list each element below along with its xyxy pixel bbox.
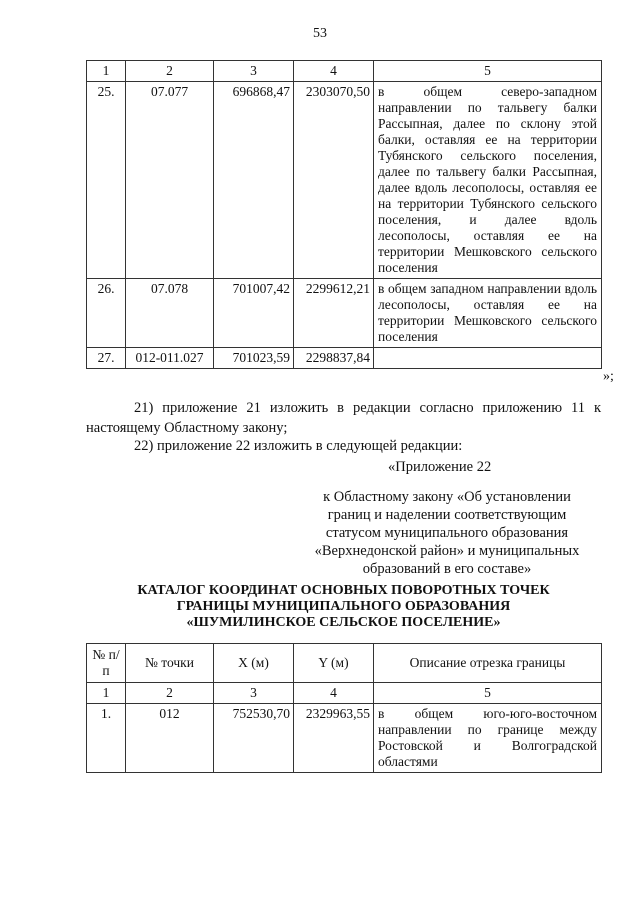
appendix-heading-block [308,458,586,578]
y-coordinate: 2299612,21 [294,279,374,348]
segment-description: в общем северо-западном направлении по тальвегу балки Рассыпная, далее по склону этой балки, оставляя ее на территории Тубянского сельского поселения, далее по тальвегу балки Рассыпная, далее вдоль лесополосы, оставляя ее на территории Тубянского сельского поселения, и далее вдоль лесополосы, оставляя ее на территории Мешковского сельского поселения [374,82,602,279]
column-number-cell: 2 [126,61,214,82]
table-row [87,82,602,279]
column-number-cell: 5 [374,683,602,704]
column-number-cell: 5 [374,61,602,82]
column-number-cell: 1 [87,683,126,704]
header-row [87,644,602,683]
appendix-line: к Областному закону «Об установлении [323,489,571,505]
row-number: 26. [87,279,126,348]
catalog-title-line: КАТАЛОГ КООРДИНАТ ОСНОВНЫХ ПОВОРОТНЫХ ТОЧЕК [137,583,550,598]
header-cell-point: № точки [126,644,214,683]
appendix-line: статусом муниципального образования [325,525,569,541]
column-number-cell: 1 [87,61,126,82]
point-number: 012 [126,704,214,773]
appendix-line: образований в его составе» [362,561,532,577]
row-number: 25. [87,82,126,279]
segment-description [374,348,602,369]
appendix-line: границ и наделении соответствующим [327,507,567,523]
x-coordinate: 696868,47 [214,82,294,279]
point-number: 07.078 [126,279,214,348]
table-row [87,704,602,773]
x-coordinate: 701023,59 [214,348,294,369]
header-cell-x: X (м) [214,644,294,683]
header-cell-y: Y (м) [294,644,374,683]
point-number: 012-011.027 [126,348,214,369]
header-cell-description: Описание отрезка границы [374,644,602,683]
paragraph-22: 22) приложение 22 изложить в следующей редакции: [134,438,463,454]
column-number-cell: 2 [126,683,214,704]
header-cell-row-number: № п/п [87,644,126,683]
table-row [87,348,602,369]
point-number: 07.077 [126,82,214,279]
x-coordinate: 752530,70 [214,704,294,773]
segment-description: в общем юго-юго-восточном направлении по границе между Ростовской и Волгоградской областями [374,704,602,773]
paragraph-21: 21) приложение 21 изложить в редакции согласно приложению 11 к настоящему Областному закону; [86,400,601,436]
catalog-title [86,583,601,631]
column-number-row [87,683,602,704]
column-number-cell: 4 [294,61,374,82]
x-coordinate: 701007,42 [214,279,294,348]
coordinates-table-continued [86,60,602,369]
column-number-cell: 3 [214,683,294,704]
catalog-title-line: «ШУМИЛИНСКОЕ СЕЛЬСКОЕ ПОСЕЛЕНИЕ» [186,615,501,630]
row-number: 1. [87,704,126,773]
segment-description: в общем западном направлении вдоль лесополосы, оставляя ее на территории Мешковского сельского поселения [374,279,602,348]
y-coordinate: 2298837,84 [294,348,374,369]
appendix-line: «Верхнедонской район» и муниципальных [314,543,580,559]
appendix-heading: «Приложение 22 [388,459,492,475]
coordinates-catalog-table [86,643,602,773]
column-number-cell: 4 [294,683,374,704]
closing-quote: »; [603,369,614,384]
page-number: 53 [313,26,327,41]
column-number-row [87,61,602,82]
row-number: 27. [87,348,126,369]
y-coordinate: 2303070,50 [294,82,374,279]
y-coordinate: 2329963,55 [294,704,374,773]
catalog-title-line: ГРАНИЦЫ МУНИЦИПАЛЬНОГО ОБРАЗОВАНИЯ [176,599,511,614]
column-number-cell: 3 [214,61,294,82]
table-row [87,279,602,348]
